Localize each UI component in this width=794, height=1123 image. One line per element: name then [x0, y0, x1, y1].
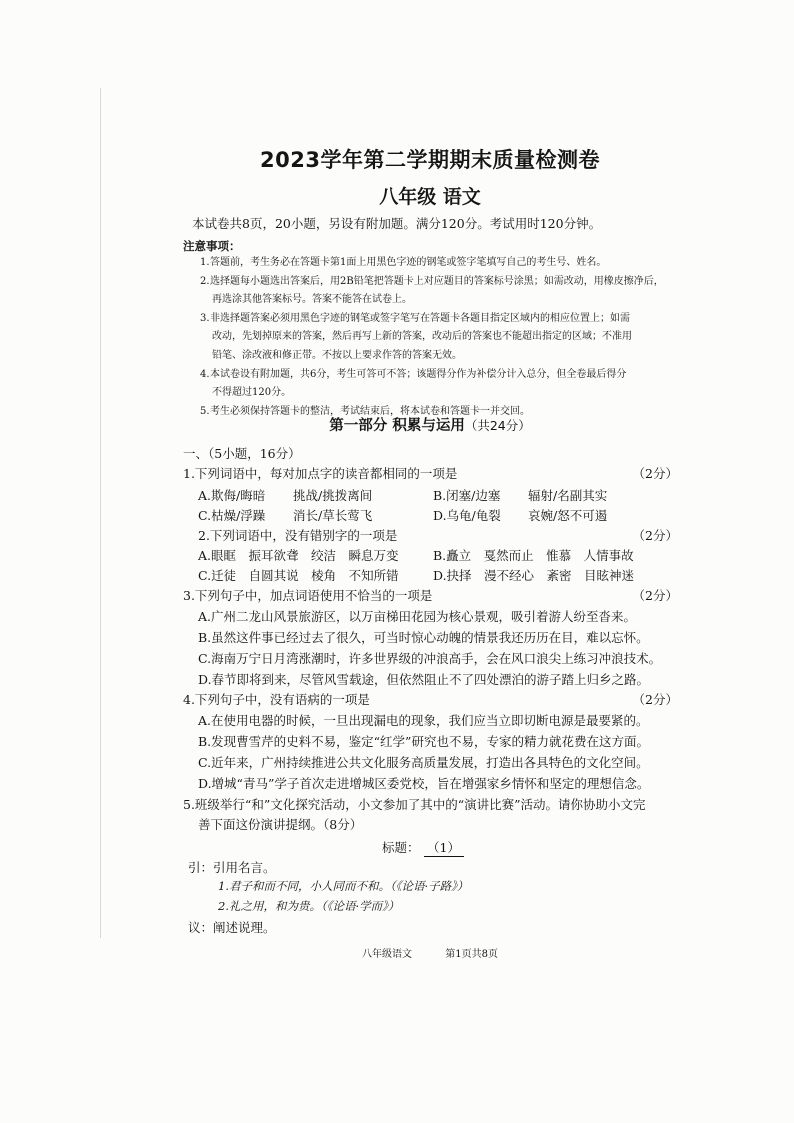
question-points: （2分） — [632, 528, 678, 543]
option-d: D.抉择 漫不经心 紊密 目眩神迷 — [433, 568, 635, 583]
question-points: （2分） — [632, 588, 678, 603]
question-4-option-a: A.在使用电器的时候，一旦出现漏电的现象，我们应当立即切断电源是最要紧的。 — [198, 713, 649, 728]
outline-yin: 引：引用名言。 — [188, 860, 276, 875]
outline-quote-2: 2.礼之用，和为贵。（《论语·学而》） — [218, 899, 400, 913]
question-text: 4.下列句子中，没有语病的一项是 — [183, 692, 370, 707]
part-title: 第一部分 积累与运用 — [329, 418, 465, 434]
outline-yi: 议：阐述说理。 — [188, 920, 276, 935]
question-3-option-d: D.春节即将到来，尽管风雪载途，但依然阻止不了四处漂泊的游子踏上归乡之路。 — [198, 672, 650, 687]
binding-margin-line — [100, 88, 101, 938]
option-a: A.眼眶 振耳欲聋 绞洁 瞬息万变 — [198, 548, 399, 563]
question-text: 2.下列词语中，没有错别字的一项是 — [198, 528, 398, 543]
notice-list — [200, 254, 685, 421]
notice-text: 非选择题答案必须用黑色字迹的钢笔或签字笔写在答题卡各题目指定区域内的相应位置上；如需 — [210, 312, 630, 324]
notice-item — [200, 254, 685, 273]
notice-text: 考生必须保持答题卡的整洁，考试结束后，将本试卷和答题卡一并交回。 — [210, 405, 530, 417]
option-b: B.矗立 戛然而止 惟慕 人情事故 — [433, 548, 634, 563]
question-text: 3.下列句子中，加点词语使用不恰当的一项是 — [183, 588, 433, 603]
question-3-stem — [183, 586, 678, 604]
question-5-stem-cont: 善下面这份演讲提纲。（8分） — [198, 817, 363, 832]
outline-title-blank: （1） — [424, 838, 464, 857]
option-b-pair: 辐射/名副其实 — [528, 488, 608, 503]
notice-text-cont: 改动，先划掉原来的答案，然后再写上新的答案，改动后的答案也不能超出指定的区域；不准用 — [212, 331, 632, 343]
page-footer — [150, 945, 710, 960]
notice-number: 3. — [200, 312, 210, 324]
question-text: 1.下列词语中，每对加点字的读音都相同的一项是 — [183, 466, 458, 481]
question-4-stem — [183, 690, 678, 708]
notice-number: 2. — [200, 275, 210, 287]
notice-item — [200, 310, 685, 329]
option-c: C.迁徒 自圆其说 棱角 不知所错 — [198, 568, 399, 583]
question-3-option-b: B.虽然这件事已经过去了很久，可当时惊心动魄的情景我还历历在目，难以忘怀。 — [198, 630, 649, 645]
outline-title-label: 标题： — [382, 840, 420, 855]
notice-text: 本试卷设有附加题，共6分，考生可答可不答；该题得分作为补偿分计入总分，但全卷最后得分 — [210, 368, 627, 380]
option-c-pair: 消长/草长莺飞 — [293, 508, 373, 523]
option-c: C.枯燥/浮躁 — [198, 508, 266, 523]
question-2-stem — [198, 526, 678, 544]
question-1-stem — [183, 464, 678, 482]
notice-text-cont: 铅笔、涂改液和修正带。不按以上要求作答的答案无效。 — [212, 349, 462, 361]
question-points: （2分） — [632, 692, 678, 707]
question-4-option-c: C.近年来，广州持续推进公共文化服务高质量发展，打造出各具特色的文化空间。 — [198, 755, 649, 770]
footer-page: 第1页共8页 — [445, 949, 498, 960]
question-4-option-b: B.发现曹雪芹的史料不易，鉴定“红学”研究也不易，专家的精力就花费在这方面。 — [198, 734, 649, 749]
notice-text-cont: 再选涂其他答案标号。答案不能答在试卷上。 — [212, 294, 412, 306]
question-3-option-a: A.广州二龙山风景旅游区，以万亩梯田花园为核心景观，吸引着游人纷至沓来。 — [198, 609, 637, 624]
question-points: （2分） — [632, 466, 678, 481]
outline-quote-1: 1.君子和而不同，小人同而不和。（《论语·子路》） — [218, 879, 469, 893]
question-3-option-c: C.海南万宁日月湾涨潮时，许多世界级的冲浪高手，会在风口浪尖上练习冲浪技术。 — [198, 651, 662, 666]
notice-item — [200, 366, 685, 385]
notice-text: 选择题每小题选出答案后，用2B铅笔把答题卡上对应题目的答案标号涂黑；如需改动，用橡皮擦净后， — [210, 275, 664, 287]
notice-number: 5. — [200, 405, 210, 417]
outline-title-line — [382, 838, 464, 857]
question-4-option-d: D.增城“青马”学子首次走进增城区委党校，旨在增强家乡情怀和坚定的理想信念。 — [198, 776, 650, 791]
exam-title: 2023学年第二学期期末质量检测卷 — [260, 148, 600, 172]
footer-subject: 八年级语文 — [362, 949, 413, 960]
part-heading — [150, 414, 710, 435]
exam-subtitle: 八年级 语文 — [379, 186, 481, 208]
notice-text: 答题前，考生务必在答题卡第1面上用黑色字迹的钢笔或签字笔填写自己的考生号、姓名。 — [210, 257, 607, 268]
option-d: D.乌龟/龟裂 — [433, 508, 501, 523]
option-a: A.欺侮/晦暗 — [198, 488, 266, 503]
exam-intro: 本试卷共8页，20小题，另设有附加题。满分120分。考试用时120分钟。 — [192, 216, 602, 231]
part-points: （共24分） — [464, 418, 531, 433]
option-a-pair: 挑战/挑拨离间 — [293, 488, 373, 503]
option-b: B.闭塞/边塞 — [433, 488, 501, 503]
option-d-pair: 哀婉/怒不可遏 — [528, 508, 608, 523]
notice-heading: 注意事项： — [183, 239, 241, 253]
notice-number: 4. — [200, 368, 210, 380]
notice-text-cont: 不得超过120分。 — [212, 387, 292, 399]
section-heading: 一、（5小题，16分） — [183, 446, 301, 461]
notice-number: 1. — [200, 257, 210, 268]
notice-item — [200, 273, 685, 292]
question-5-stem: 5.班级举行“和”文化探究活动，小文参加了其中的“演讲比赛”活动。请你协助小文完 — [183, 797, 646, 812]
